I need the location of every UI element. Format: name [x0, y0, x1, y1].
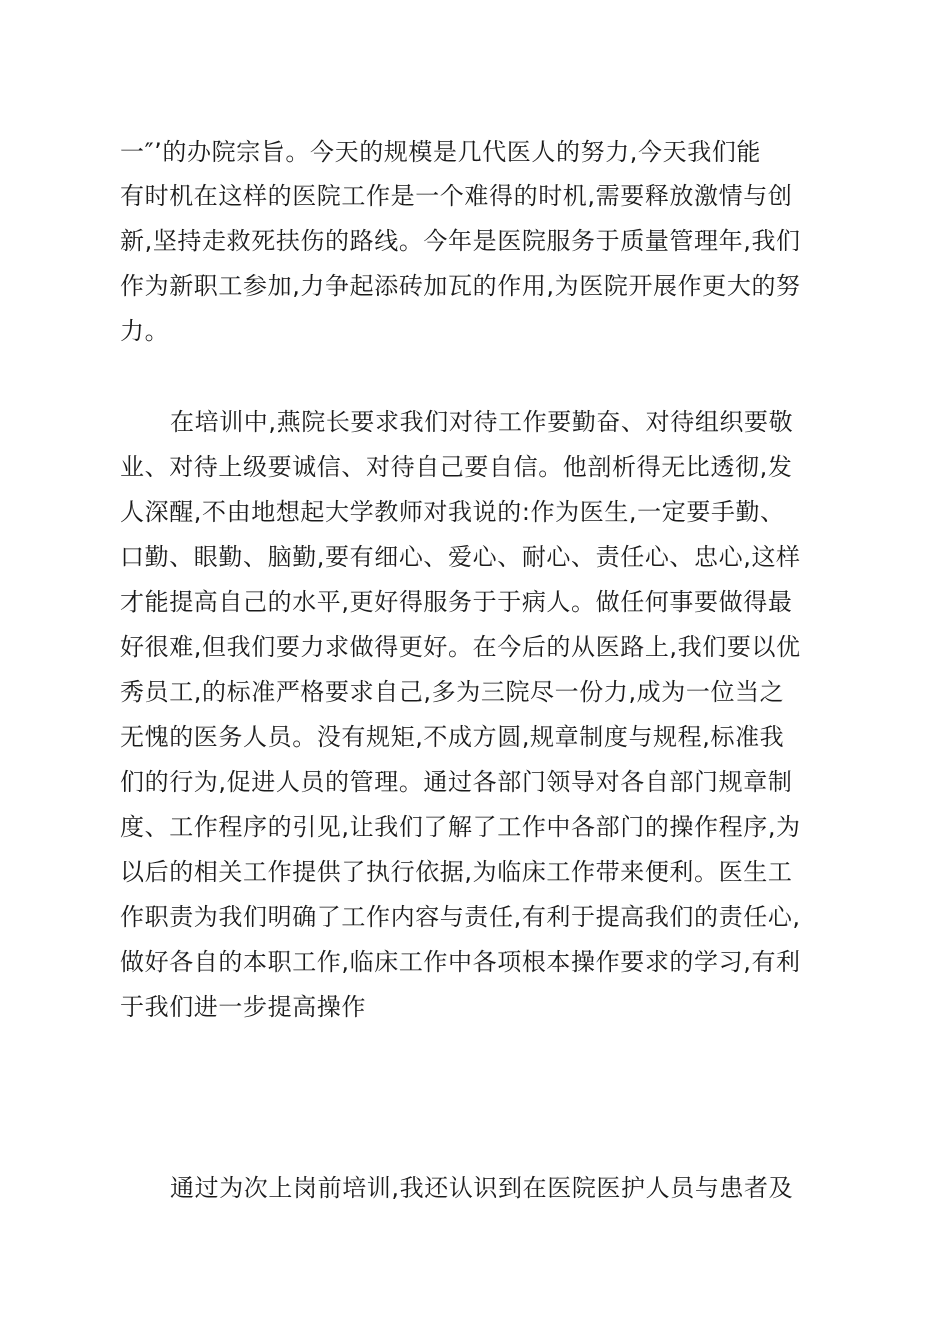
text-line: 无愧的医务人员。没有规矩,不成方圆,规章制度与规程,标准我 [120, 723, 785, 751]
text-line: 新,坚持走救死扶伤的路线。今年是医院服务于质量管理年,我们 [120, 227, 801, 255]
text-line: 才能提高自己的水平,更好得服务于于病人。做任何事要做得最 [120, 588, 793, 616]
text-line: 口勤、眼勤、脑勤,要有细心、爱心、耐心、责任心、忠心,这样 [120, 543, 801, 571]
text-line: 一″’的办院宗旨。今天的规模是几代医人的努力,今天我们能 [120, 138, 762, 166]
text-line: 秀员工,的标准严格要求自己,多为三院尽一份力,成为一位当之 [120, 678, 785, 706]
text-line: 做好各自的本职工作,临床工作中各项根本操作要求的学习,有利 [120, 948, 801, 976]
text-line: 力。 [120, 317, 170, 345]
text-line: 人深醒,不由地想起大学教师对我说的:作为医生,一定要手勤、 [120, 498, 785, 526]
text-line: 作职责为我们明确了工作内容与责任,有利于提高我们的责任心, [120, 903, 801, 931]
text-line: 好很难,但我们要力求做得更好。在今后的从医路上,我们要以优 [120, 633, 801, 661]
text-line: 业、对待上级要诚信、对待自己要自信。他剖析得无比透彻,发 [120, 453, 793, 481]
text-line: 有时机在这样的医院工作是一个难得的时机,需要释放激情与创 [120, 182, 793, 210]
text-line: 通过为次上岗前培训,我还认识到在医院医护人员与患者及 [170, 1174, 794, 1202]
text-line: 度、工作程序的引见,让我们了解了工作中各部门的操作程序,为 [120, 813, 801, 841]
text-line: 于我们进一步提高操作 [120, 993, 366, 1021]
text-line: 在培训中,燕院长要求我们对待工作要勤奋、对待组织要敬 [170, 408, 794, 436]
text-line: 以后的相关工作提供了执行依据,为临床工作带来便利。医生工 [120, 858, 793, 886]
text-line: 作为新职工参加,力争起添砖加瓦的作用,为医院开展作更大的努 [120, 272, 801, 300]
text-line: 们的行为,促进人员的管理。通过各部门领导对各自部门规章制 [120, 768, 793, 796]
